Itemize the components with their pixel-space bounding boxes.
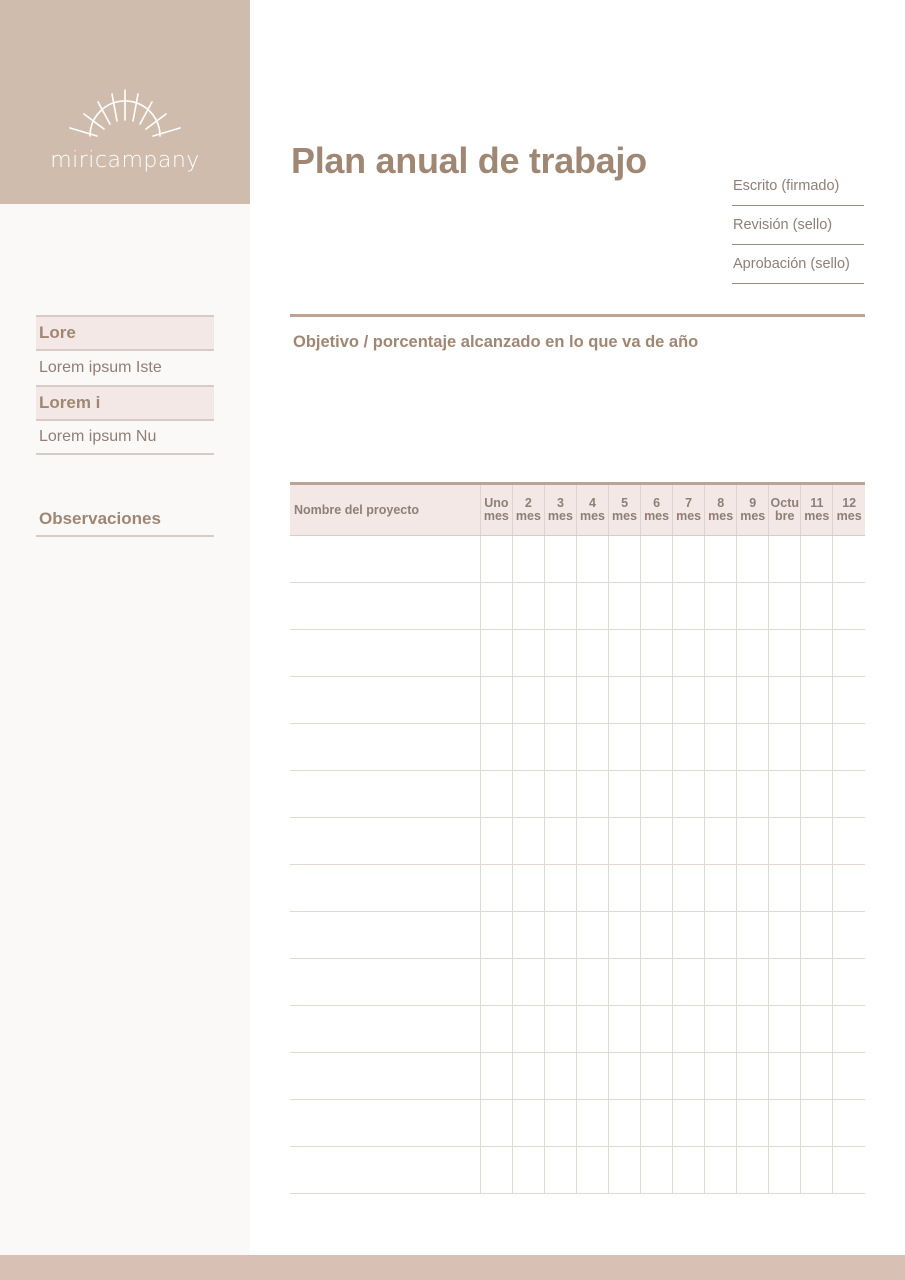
month-cell[interactable]: [512, 1147, 544, 1194]
project-name-cell[interactable]: [290, 536, 480, 583]
table-row: [290, 1100, 865, 1147]
month-cell[interactable]: [769, 1006, 801, 1053]
month-cell[interactable]: [705, 771, 737, 818]
table-row: [290, 818, 865, 865]
month-cell[interactable]: [641, 865, 673, 912]
month-cell[interactable]: [480, 912, 512, 959]
month-cell[interactable]: [609, 912, 641, 959]
month-cell[interactable]: [576, 912, 608, 959]
month-cell[interactable]: [801, 583, 833, 630]
footer-bar: [0, 1255, 905, 1280]
month-cell[interactable]: [480, 818, 512, 865]
month-cell[interactable]: [769, 1100, 801, 1147]
month-cell[interactable]: [512, 912, 544, 959]
table-row: [290, 1006, 865, 1053]
project-name-cell[interactable]: [290, 1100, 480, 1147]
month-cell[interactable]: [641, 1006, 673, 1053]
month-cell[interactable]: [609, 536, 641, 583]
month-cell[interactable]: [673, 583, 705, 630]
month-cell[interactable]: [480, 724, 512, 771]
month-cell[interactable]: [576, 1006, 608, 1053]
table-row: [290, 536, 865, 583]
month-cell[interactable]: [705, 1053, 737, 1100]
project-name-cell[interactable]: [290, 724, 480, 771]
month-cell[interactable]: [801, 677, 833, 724]
month-cell[interactable]: [480, 771, 512, 818]
month-cell[interactable]: [544, 1006, 576, 1053]
month-cell[interactable]: [673, 1053, 705, 1100]
month-header: 3 mes: [544, 484, 576, 536]
month-cell[interactable]: [544, 677, 576, 724]
month-cell[interactable]: [609, 959, 641, 1006]
month-cell[interactable]: [801, 771, 833, 818]
brand-name: miricampany: [50, 148, 200, 173]
month-cell[interactable]: [544, 630, 576, 677]
month-cell[interactable]: [673, 677, 705, 724]
month-cell[interactable]: [801, 818, 833, 865]
month-header: 5 mes: [609, 484, 641, 536]
sidebar-list: [36, 315, 214, 455]
month-cell[interactable]: [705, 959, 737, 1006]
month-cell[interactable]: [480, 1006, 512, 1053]
month-cell[interactable]: [833, 771, 865, 818]
month-cell[interactable]: [512, 630, 544, 677]
month-cell[interactable]: [641, 1100, 673, 1147]
month-cell[interactable]: [801, 1006, 833, 1053]
month-cell[interactable]: [576, 771, 608, 818]
month-cell[interactable]: [544, 1100, 576, 1147]
month-cell[interactable]: [512, 677, 544, 724]
month-cell[interactable]: [641, 959, 673, 1006]
project-name-cell[interactable]: [290, 1006, 480, 1053]
month-cell[interactable]: [480, 865, 512, 912]
month-cell[interactable]: [673, 959, 705, 1006]
month-cell[interactable]: [576, 1147, 608, 1194]
month-header: 8 mes: [705, 484, 737, 536]
month-cell[interactable]: [833, 818, 865, 865]
month-cell[interactable]: [576, 583, 608, 630]
month-cell[interactable]: [480, 677, 512, 724]
month-cell[interactable]: [769, 1053, 801, 1100]
month-cell[interactable]: [833, 959, 865, 1006]
month-cell[interactable]: [737, 1147, 769, 1194]
month-cell[interactable]: [609, 630, 641, 677]
sidebar-heading: Lore: [36, 315, 214, 349]
month-cell[interactable]: [833, 1006, 865, 1053]
page-title: Plan anual de trabajo: [291, 140, 647, 181]
month-cell[interactable]: [512, 959, 544, 1006]
month-cell[interactable]: [769, 771, 801, 818]
month-cell[interactable]: [576, 818, 608, 865]
month-cell[interactable]: [609, 1006, 641, 1053]
month-cell[interactable]: [673, 536, 705, 583]
project-name-header: Nombre del proyecto: [290, 484, 480, 536]
month-cell[interactable]: [544, 818, 576, 865]
month-cell[interactable]: [801, 1053, 833, 1100]
month-cell[interactable]: [512, 1100, 544, 1147]
month-cell[interactable]: [609, 865, 641, 912]
month-cell[interactable]: [769, 1147, 801, 1194]
month-cell[interactable]: [544, 865, 576, 912]
month-cell[interactable]: [609, 724, 641, 771]
month-cell[interactable]: [705, 583, 737, 630]
month-cell[interactable]: [480, 630, 512, 677]
project-name-cell[interactable]: [290, 1147, 480, 1194]
month-cell[interactable]: [673, 1006, 705, 1053]
month-header: 4 mes: [576, 484, 608, 536]
month-cell[interactable]: [576, 630, 608, 677]
month-cell[interactable]: [673, 912, 705, 959]
project-name-cell[interactable]: [290, 912, 480, 959]
table-row: [290, 677, 865, 724]
month-cell[interactable]: [544, 583, 576, 630]
signature-written-field[interactable]: Escrito (firmado): [732, 178, 864, 206]
month-cell[interactable]: [576, 1053, 608, 1100]
month-cell[interactable]: [705, 865, 737, 912]
month-cell[interactable]: [705, 1147, 737, 1194]
month-cell[interactable]: [641, 583, 673, 630]
month-cell[interactable]: [480, 959, 512, 1006]
month-cell[interactable]: [705, 1006, 737, 1053]
month-cell[interactable]: [833, 1100, 865, 1147]
month-cell[interactable]: [737, 865, 769, 912]
month-cell[interactable]: [673, 865, 705, 912]
month-cell[interactable]: [512, 865, 544, 912]
table-row: [290, 865, 865, 912]
month-cell[interactable]: [705, 1100, 737, 1147]
table-row: [290, 1147, 865, 1194]
month-cell[interactable]: [609, 1100, 641, 1147]
table-row: [290, 771, 865, 818]
month-header: Uno mes: [480, 484, 512, 536]
month-cell[interactable]: [576, 536, 608, 583]
project-name-cell[interactable]: [290, 583, 480, 630]
month-cell[interactable]: [576, 959, 608, 1006]
month-cell[interactable]: [512, 818, 544, 865]
table-header-row: [290, 484, 865, 536]
month-header: Octubre: [769, 484, 801, 536]
month-cell[interactable]: [641, 912, 673, 959]
month-cell[interactable]: [480, 1100, 512, 1147]
month-cell[interactable]: [833, 677, 865, 724]
month-cell[interactable]: [769, 912, 801, 959]
month-cell[interactable]: [737, 1100, 769, 1147]
month-cell[interactable]: [544, 912, 576, 959]
logo-box: [0, 0, 250, 204]
month-cell[interactable]: [737, 724, 769, 771]
observations-label: Observaciones: [36, 503, 214, 537]
month-cell[interactable]: [769, 959, 801, 1006]
month-cell[interactable]: [641, 724, 673, 771]
table-row: [290, 1053, 865, 1100]
month-cell[interactable]: [737, 912, 769, 959]
month-cell[interactable]: [673, 818, 705, 865]
month-cell[interactable]: [480, 1147, 512, 1194]
month-cell[interactable]: [801, 959, 833, 1006]
month-header: 9 mes: [737, 484, 769, 536]
objective-divider: [290, 314, 865, 317]
month-cell[interactable]: [673, 630, 705, 677]
month-cell[interactable]: [609, 583, 641, 630]
month-cell[interactable]: [769, 865, 801, 912]
month-cell[interactable]: [769, 724, 801, 771]
project-name-cell[interactable]: [290, 630, 480, 677]
month-cell[interactable]: [544, 536, 576, 583]
month-header: 2 mes: [512, 484, 544, 536]
table-row: [290, 912, 865, 959]
month-cell[interactable]: [641, 536, 673, 583]
month-cell[interactable]: [801, 1147, 833, 1194]
table-row: [290, 630, 865, 677]
month-cell[interactable]: [801, 1100, 833, 1147]
month-cell[interactable]: [609, 1147, 641, 1194]
month-cell[interactable]: [801, 912, 833, 959]
sunrise-icon: [60, 86, 190, 146]
table-row: [290, 583, 865, 630]
month-cell[interactable]: [576, 724, 608, 771]
month-cell[interactable]: [641, 677, 673, 724]
month-cell[interactable]: [609, 818, 641, 865]
month-cell[interactable]: [480, 583, 512, 630]
month-cell[interactable]: [609, 677, 641, 724]
month-cell[interactable]: [544, 724, 576, 771]
month-cell[interactable]: [512, 536, 544, 583]
month-cell[interactable]: [737, 536, 769, 583]
month-cell[interactable]: [609, 771, 641, 818]
month-cell[interactable]: [512, 1006, 544, 1053]
month-cell[interactable]: [833, 536, 865, 583]
month-header: 12 mes: [833, 484, 865, 536]
sidebar-heading: Lorem i: [36, 385, 214, 419]
month-cell[interactable]: [737, 630, 769, 677]
month-cell[interactable]: [480, 1053, 512, 1100]
month-cell[interactable]: [576, 677, 608, 724]
month-cell[interactable]: [801, 865, 833, 912]
month-cell[interactable]: [641, 818, 673, 865]
month-cell[interactable]: [512, 724, 544, 771]
month-cell[interactable]: [769, 583, 801, 630]
month-cell[interactable]: [705, 912, 737, 959]
table-row: [290, 959, 865, 1006]
month-cell[interactable]: [544, 771, 576, 818]
month-header: 7 mes: [673, 484, 705, 536]
month-cell[interactable]: [769, 536, 801, 583]
month-cell[interactable]: [737, 771, 769, 818]
month-cell[interactable]: [705, 677, 737, 724]
month-cell[interactable]: [673, 1100, 705, 1147]
project-name-cell[interactable]: [290, 1053, 480, 1100]
month-cell[interactable]: [576, 1100, 608, 1147]
project-table: [290, 482, 865, 1194]
month-cell[interactable]: [512, 583, 544, 630]
month-cell[interactable]: [769, 818, 801, 865]
month-cell[interactable]: [801, 724, 833, 771]
month-cell[interactable]: [769, 630, 801, 677]
signature-approval-field[interactable]: Aprobación (sello): [732, 256, 864, 284]
month-cell[interactable]: [512, 1053, 544, 1100]
signature-review-field[interactable]: Revisión (sello): [732, 217, 864, 245]
month-cell[interactable]: [641, 1053, 673, 1100]
month-cell[interactable]: [833, 912, 865, 959]
month-cell[interactable]: [512, 771, 544, 818]
project-name-cell[interactable]: [290, 959, 480, 1006]
month-cell[interactable]: [673, 724, 705, 771]
month-cell[interactable]: [544, 959, 576, 1006]
month-cell[interactable]: [833, 630, 865, 677]
month-cell[interactable]: [833, 865, 865, 912]
month-cell[interactable]: [833, 724, 865, 771]
month-cell[interactable]: [576, 865, 608, 912]
month-cell[interactable]: [737, 1053, 769, 1100]
month-cell[interactable]: [737, 677, 769, 724]
month-cell[interactable]: [641, 630, 673, 677]
month-cell[interactable]: [705, 724, 737, 771]
month-cell[interactable]: [801, 536, 833, 583]
month-cell[interactable]: [705, 818, 737, 865]
month-cell[interactable]: [705, 630, 737, 677]
month-cell[interactable]: [737, 959, 769, 1006]
month-cell[interactable]: [769, 677, 801, 724]
project-name-cell[interactable]: [290, 771, 480, 818]
project-name-cell[interactable]: [290, 677, 480, 724]
objective-heading: Objetivo / porcentaje alcanzado en lo que va de año: [293, 333, 699, 351]
sidebar-item: Lorem ipsum Nu: [36, 419, 214, 455]
month-header: 6 mes: [641, 484, 673, 536]
month-cell[interactable]: [480, 536, 512, 583]
month-cell[interactable]: [801, 630, 833, 677]
month-cell[interactable]: [737, 1006, 769, 1053]
month-cell[interactable]: [833, 1053, 865, 1100]
month-cell[interactable]: [641, 1147, 673, 1194]
month-cell[interactable]: [673, 1147, 705, 1194]
month-cell[interactable]: [833, 583, 865, 630]
month-cell[interactable]: [673, 771, 705, 818]
month-cell[interactable]: [737, 583, 769, 630]
month-cell[interactable]: [737, 818, 769, 865]
month-header: 11 mes: [801, 484, 833, 536]
month-cell[interactable]: [544, 1147, 576, 1194]
month-cell[interactable]: [609, 1053, 641, 1100]
month-cell[interactable]: [544, 1053, 576, 1100]
project-name-cell[interactable]: [290, 865, 480, 912]
month-cell[interactable]: [705, 536, 737, 583]
month-cell[interactable]: [833, 1147, 865, 1194]
table-row: [290, 724, 865, 771]
sidebar-item: Lorem ipsum Iste: [36, 349, 214, 385]
month-cell[interactable]: [641, 771, 673, 818]
project-name-cell[interactable]: [290, 818, 480, 865]
